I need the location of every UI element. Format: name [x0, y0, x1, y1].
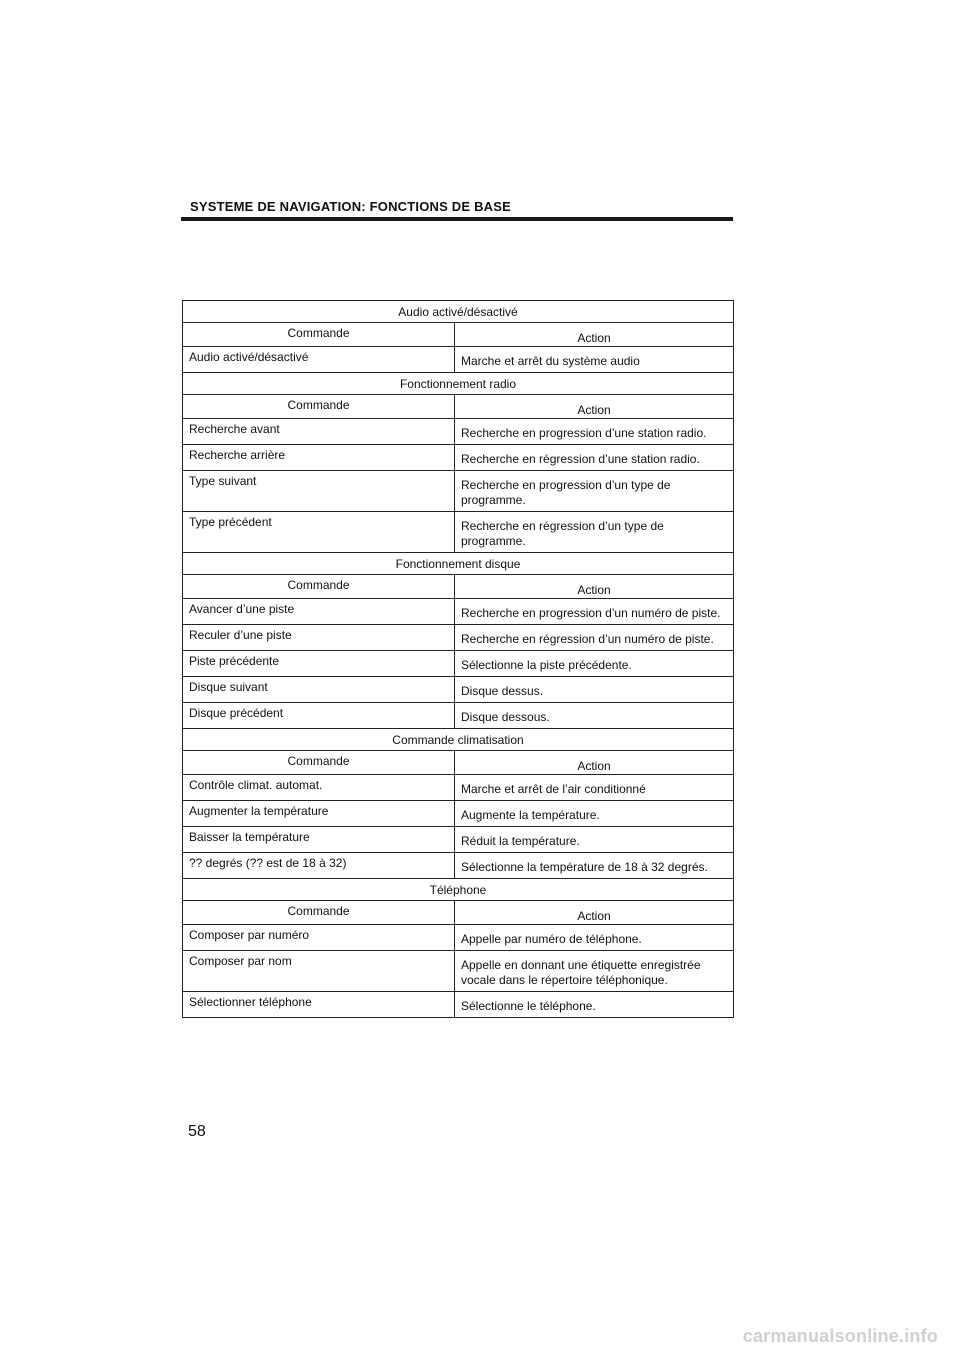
table-row [183, 625, 734, 651]
table-row [183, 419, 734, 445]
action-column-header: Action [455, 323, 734, 347]
command-column-header: Commande [183, 323, 455, 347]
section-header-row [183, 879, 734, 901]
table-row [183, 599, 734, 625]
action-column-header: Action [455, 395, 734, 419]
table-row [183, 827, 734, 853]
table-body [183, 301, 734, 1018]
voice-command-cell: Composer par nom [183, 951, 455, 992]
action-description-cell: Sélectionne le téléphone. [455, 992, 734, 1018]
action-description-cell: Recherche en régression d’une station radio. [455, 445, 734, 471]
action-description-cell: Recherche en progression d’un type de programme. [455, 471, 734, 512]
voice-command-cell: Piste précédente [183, 651, 455, 677]
section-header-row [183, 729, 734, 751]
action-description-cell: Disque dessus. [455, 677, 734, 703]
voice-commands-table [182, 300, 734, 1018]
table-row [183, 925, 734, 951]
action-column-header: Action [455, 901, 734, 925]
section-header-row [183, 553, 734, 575]
table-row [183, 347, 734, 373]
table-row [183, 677, 734, 703]
action-description-cell: Recherche en régression d’un type de programme. [455, 512, 734, 553]
column-header-row [183, 901, 734, 925]
action-description-cell: Appelle par numéro de téléphone. [455, 925, 734, 951]
voice-command-cell: Avancer d’une piste [183, 599, 455, 625]
voice-command-cell: Baisser la température [183, 827, 455, 853]
column-header-row [183, 395, 734, 419]
section-title: Commande climatisation [183, 729, 734, 751]
action-column-header: Action [455, 575, 734, 599]
voice-command-cell: Sélectionner téléphone [183, 992, 455, 1018]
command-column-header: Commande [183, 575, 455, 599]
page-header-title: SYSTEME DE NAVIGATION: FONCTIONS DE BASE [190, 199, 511, 214]
action-column-header: Action [455, 751, 734, 775]
command-column-header: Commande [183, 901, 455, 925]
section-header-row [183, 373, 734, 395]
table-row [183, 703, 734, 729]
table-row [183, 445, 734, 471]
voice-command-cell: Audio activé/désactivé [183, 347, 455, 373]
voice-command-cell: Recherche arrière [183, 445, 455, 471]
command-column-header: Commande [183, 395, 455, 419]
section-title: Fonctionnement disque [183, 553, 734, 575]
table-row [183, 853, 734, 879]
action-description-cell: Recherche en progression d’un numéro de piste. [455, 599, 734, 625]
page-number: 58 [188, 1123, 206, 1140]
section-title: Audio activé/désactivé [183, 301, 734, 323]
action-description-cell: Sélectionne la température de 18 à 32 degrés. [455, 853, 734, 879]
action-description-cell: Sélectionne la piste précédente. [455, 651, 734, 677]
action-description-cell: Recherche en progression d’une station radio. [455, 419, 734, 445]
table-row [183, 951, 734, 992]
table-row [183, 992, 734, 1018]
action-description-cell: Réduit la température. [455, 827, 734, 853]
action-description-cell: Marche et arrêt de l’air conditionné [455, 775, 734, 801]
action-description-cell: Disque dessous. [455, 703, 734, 729]
action-description-cell: Recherche en régression d’un numéro de piste. [455, 625, 734, 651]
column-header-row [183, 751, 734, 775]
section-title: Fonctionnement radio [183, 373, 734, 395]
voice-command-cell: Composer par numéro [183, 925, 455, 951]
table-row [183, 801, 734, 827]
column-header-row [183, 323, 734, 347]
header-divider [181, 217, 733, 221]
voice-command-cell: Reculer d’une piste [183, 625, 455, 651]
voice-command-cell: Disque précédent [183, 703, 455, 729]
voice-command-cell: Type suivant [183, 471, 455, 512]
voice-command-cell: Augmenter la température [183, 801, 455, 827]
voice-command-cell: Disque suivant [183, 677, 455, 703]
voice-command-cell: ?? degrés (?? est de 18 à 32) [183, 853, 455, 879]
table-row [183, 775, 734, 801]
table-row [183, 471, 734, 512]
table-row [183, 512, 734, 553]
voice-command-cell: Contrôle climat. automat. [183, 775, 455, 801]
voice-command-cell: Recherche avant [183, 419, 455, 445]
section-title: Téléphone [183, 879, 734, 901]
command-column-header: Commande [183, 751, 455, 775]
watermark-text: carmanualsonline.info [742, 1326, 938, 1346]
action-description-cell: Marche et arrêt du système audio [455, 347, 734, 373]
action-description-cell: Appelle en donnant une étiquette enregistrée vocale dans le répertoire téléphonique. [455, 951, 734, 992]
voice-command-cell: Type précédent [183, 512, 455, 553]
action-description-cell: Augmente la température. [455, 801, 734, 827]
section-header-row [183, 301, 734, 323]
column-header-row [183, 575, 734, 599]
table-row [183, 651, 734, 677]
